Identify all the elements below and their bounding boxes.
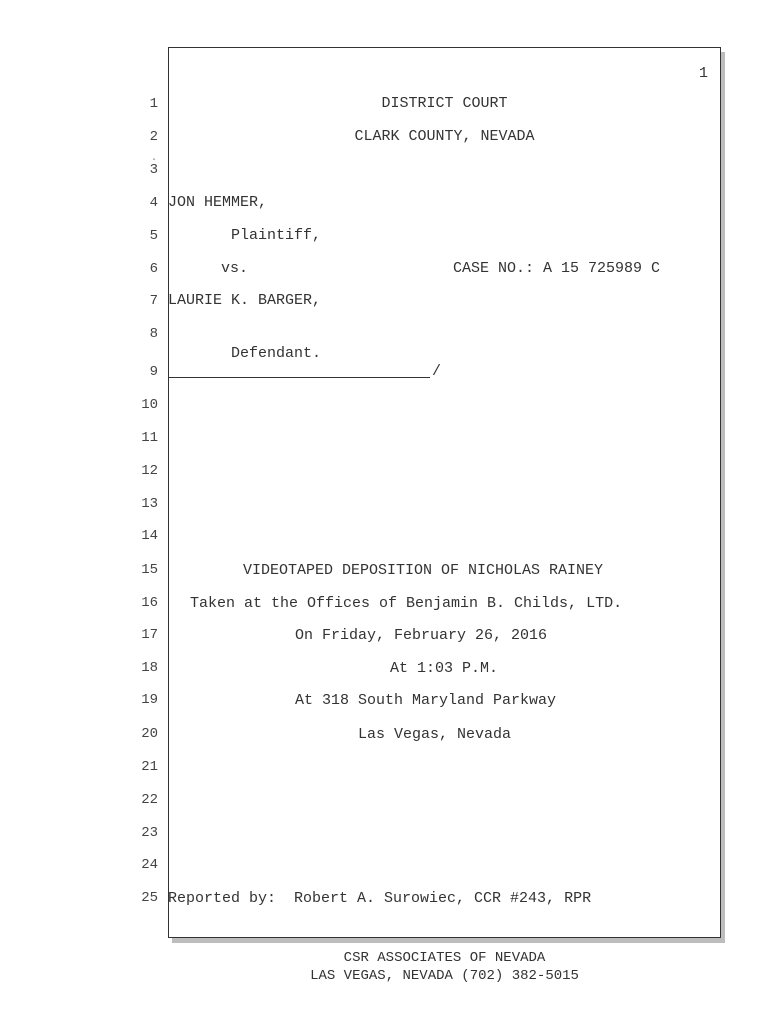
line-number: 11 bbox=[141, 430, 158, 446]
deposition-time: At 1:03 P.M. bbox=[390, 660, 499, 677]
line-number: 21 bbox=[141, 759, 158, 775]
line-number: 22 bbox=[141, 792, 158, 808]
line-number: 16 bbox=[141, 595, 158, 611]
county-name: CLARK COUNTY, NEVADA bbox=[354, 128, 535, 145]
reporter-line: Reported by: Robert A. Surowiec, CCR #243, RPR bbox=[168, 890, 592, 907]
footer-contact: LAS VEGAS, NEVADA (702) 382-5015 bbox=[310, 968, 579, 984]
line-number: 17 bbox=[141, 627, 158, 643]
stray-mark: . bbox=[151, 153, 158, 164]
line-number: 9 bbox=[149, 364, 158, 380]
deposition-title: VIDEOTAPED DEPOSITION OF NICHOLAS RAINEY bbox=[243, 562, 604, 579]
deposition-address: At 318 South Maryland Parkway bbox=[295, 692, 557, 709]
line-number: 14 bbox=[141, 528, 158, 544]
line-number: 18 bbox=[141, 660, 158, 676]
line-number: 6 bbox=[149, 261, 158, 277]
versus-label: vs. bbox=[221, 260, 249, 277]
case-number: CASE NO.: A 15 725989 C bbox=[453, 260, 661, 277]
line-number: 15 bbox=[141, 562, 158, 578]
line-number: 8 bbox=[149, 326, 158, 342]
footer-company: CSR ASSOCIATES OF NEVADA bbox=[343, 950, 546, 966]
line-number: 20 bbox=[141, 726, 158, 742]
deposition-date: On Friday, February 26, 2016 bbox=[295, 627, 548, 644]
court-name: DISTRICT COURT bbox=[381, 95, 508, 112]
line-number: 1 bbox=[149, 96, 158, 112]
plaintiff-role: Plaintiff, bbox=[231, 227, 322, 244]
line-number: 7 bbox=[149, 293, 158, 309]
line-number: 19 bbox=[141, 692, 158, 708]
line-number: 3 bbox=[149, 162, 158, 178]
line-number: 10 bbox=[141, 397, 158, 413]
defendant-name: LAURIE K. BARGER, bbox=[168, 292, 322, 309]
plaintiff-name: JON HEMMER, bbox=[168, 194, 268, 211]
deposition-city: Las Vegas, Nevada bbox=[358, 726, 512, 743]
caption-slash: / bbox=[432, 363, 442, 380]
caption-rule bbox=[168, 377, 430, 378]
page-number: 1 bbox=[698, 65, 708, 82]
line-number: 13 bbox=[141, 496, 158, 512]
line-number: 24 bbox=[141, 857, 158, 873]
line-number: 25 bbox=[141, 890, 158, 906]
line-number: 23 bbox=[141, 825, 158, 841]
line-number: 12 bbox=[141, 463, 158, 479]
line-number: 5 bbox=[149, 228, 158, 244]
deposition-location: Taken at the Offices of Benjamin B. Childs, LTD. bbox=[190, 595, 623, 612]
transcript-page bbox=[168, 47, 721, 938]
line-number: 2 bbox=[149, 129, 158, 145]
line-number: 4 bbox=[149, 195, 158, 211]
defendant-role: Defendant. bbox=[231, 345, 322, 362]
